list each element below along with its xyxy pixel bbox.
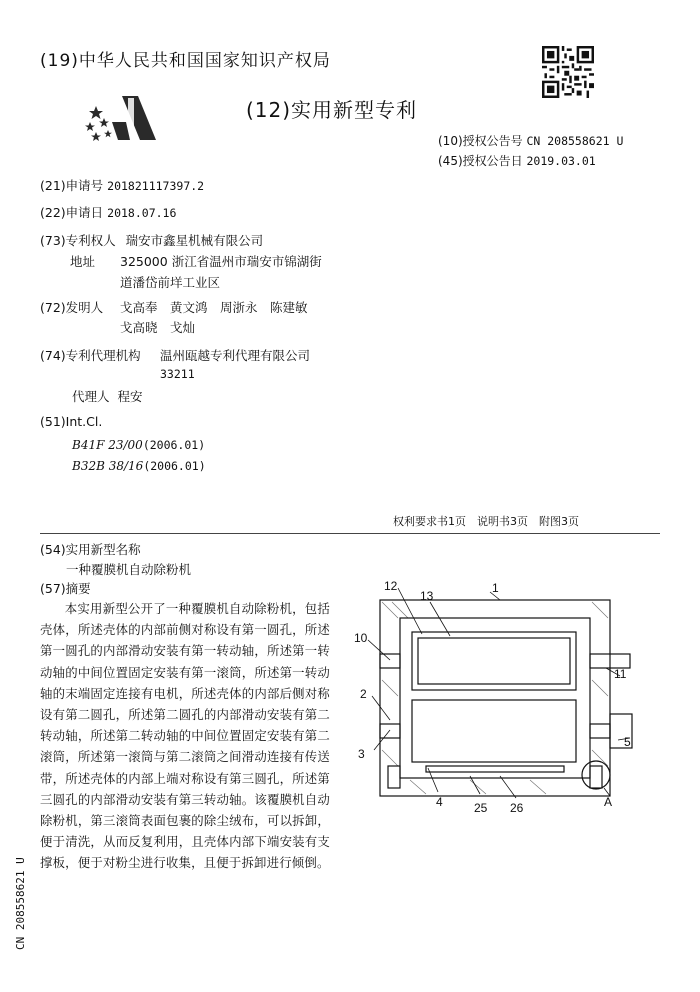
title-label: (54)实用新型名称 <box>40 542 141 557</box>
inventors-line-1: 戈高奉 黄文鸿 周浙永 陈建敏 <box>120 300 308 315</box>
appdate-label: (22)申请日 <box>40 205 104 220</box>
abstract-drawing <box>350 580 640 830</box>
address-label: 地址 <box>70 254 96 269</box>
label-25: 25 <box>474 801 488 815</box>
label-3: 3 <box>358 747 365 761</box>
ipc-version-1: (2006.01) <box>142 438 206 452</box>
agent-label: 代理人 <box>72 389 110 404</box>
shaft-left-lower <box>380 724 400 738</box>
left-clip <box>388 766 400 788</box>
owner-value: 瑞安市鑫星机械有限公司 <box>125 233 264 248</box>
publication-number-line <box>438 132 623 149</box>
label-a: A <box>604 795 613 809</box>
pub-no-label: (10)授权公告号 <box>438 134 523 148</box>
label-13: 13 <box>420 589 434 603</box>
upper-roller-cover <box>418 638 570 684</box>
qr-code-icon <box>542 46 594 98</box>
label-26: 26 <box>510 801 524 815</box>
page-count-summary: 权利要求书1页 说明书3页 附图3页 <box>393 515 579 528</box>
lower-roller <box>412 700 576 762</box>
patent-kind-title: (12)实用新型专利 <box>246 98 418 122</box>
application-date-field <box>40 203 176 221</box>
publication-date-line <box>438 152 596 169</box>
shaft-right-lower <box>590 724 610 738</box>
agency-line-2: 33211 <box>160 367 195 381</box>
inventor-label: (72)发明人 <box>40 300 104 315</box>
ipc-entry-1 <box>72 434 205 453</box>
right-clip <box>590 766 602 788</box>
label-2: 2 <box>360 687 367 701</box>
label-5: 5 <box>624 735 631 749</box>
ipc-label: (51)Int.Cl. <box>40 414 103 429</box>
ipc-version-2: (2006.01) <box>143 459 206 473</box>
label-11: 11 <box>614 667 627 681</box>
agent-field <box>72 387 143 405</box>
pub-no-value: CN 208558621 U <box>526 134 624 148</box>
support-plate <box>426 766 564 772</box>
patent-office-title: (19)中华人民共和国国家知识产权局 <box>40 51 331 71</box>
shaft-left-upper <box>380 654 400 668</box>
housing-inner-outline <box>400 618 590 778</box>
agent-value: 程安 <box>117 389 143 404</box>
abstract-label: (57)摘要 <box>40 581 91 596</box>
application-number-field <box>40 176 204 194</box>
detail-circle-a <box>582 761 610 789</box>
section-divider <box>40 533 660 534</box>
ipc-entry-2 <box>72 455 206 474</box>
upper-roller-first <box>412 632 576 690</box>
label-1: 1 <box>492 581 499 595</box>
abstract-paragraph: 本实用新型公开了一种覆膜机自动除粉机，包括壳体，所述壳体的内部前侧对称设有第一圆孔，所述第一圆孔的内部滑动安装有第一转动轴，所述第一转动轴的中间位置固定安装有第一滚筒，所述第一转动轴的末端固定连接有电机，所述壳体的内部后侧对称设有第二圆孔，所述第二圆孔的内部滑动安装有第二转动轴，所述第二转动轴的中间位置固定安装有第二滚筒，所述第一滚筒与第二滚筒之间滑动连接有传送带，所述壳体的内部上端对称设有第三圆孔，所述第三圆孔的内部滑动安装有第三转动轴。该覆膜机自动除粉机，第三滚筒表面包裹的除尘绒布，可以拆卸，便于清洗，从而反复利用，且壳体内部下端安装有支撑板，便于对粉尘进行收集，且便于拆卸进行倾倒。 <box>40 601 330 871</box>
appno-label: (21)申请号 <box>40 178 104 193</box>
owner-field <box>40 231 263 249</box>
cnipa-logo-icon <box>82 92 160 144</box>
ipc-code-1: B41F 23/00 <box>72 438 143 452</box>
ipc-code-2: B32B 38/16 <box>72 459 144 473</box>
agency-label: (74)专利代理机构 <box>40 348 141 363</box>
abstract-text <box>40 598 330 874</box>
agency-line-1: 温州瓯越专利代理有限公司 <box>160 348 311 363</box>
label-4: 4 <box>436 795 443 809</box>
label-12: 12 <box>384 580 398 593</box>
utility-model-title: 一种覆膜机自动除粉机 <box>66 562 192 577</box>
pub-date-label: (45)授权公告日 <box>438 154 523 168</box>
label-10: 10 <box>354 631 368 645</box>
inventors-line-2: 戈高晓 戈灿 <box>120 320 196 335</box>
address-line-1: 325000 浙江省温州市瑞安市锦湖街 <box>120 254 322 269</box>
owner-label: (73)专利权人 <box>40 233 116 248</box>
address-line-2: 道潘岱前垟工业区 <box>120 275 221 290</box>
appdate-value: 2018.07.16 <box>107 206 177 220</box>
appno-value: 201821117397.2 <box>107 179 205 193</box>
side-publication-number: CN 208558621 U <box>14 857 27 950</box>
pub-date-value: 2019.03.01 <box>526 154 596 168</box>
